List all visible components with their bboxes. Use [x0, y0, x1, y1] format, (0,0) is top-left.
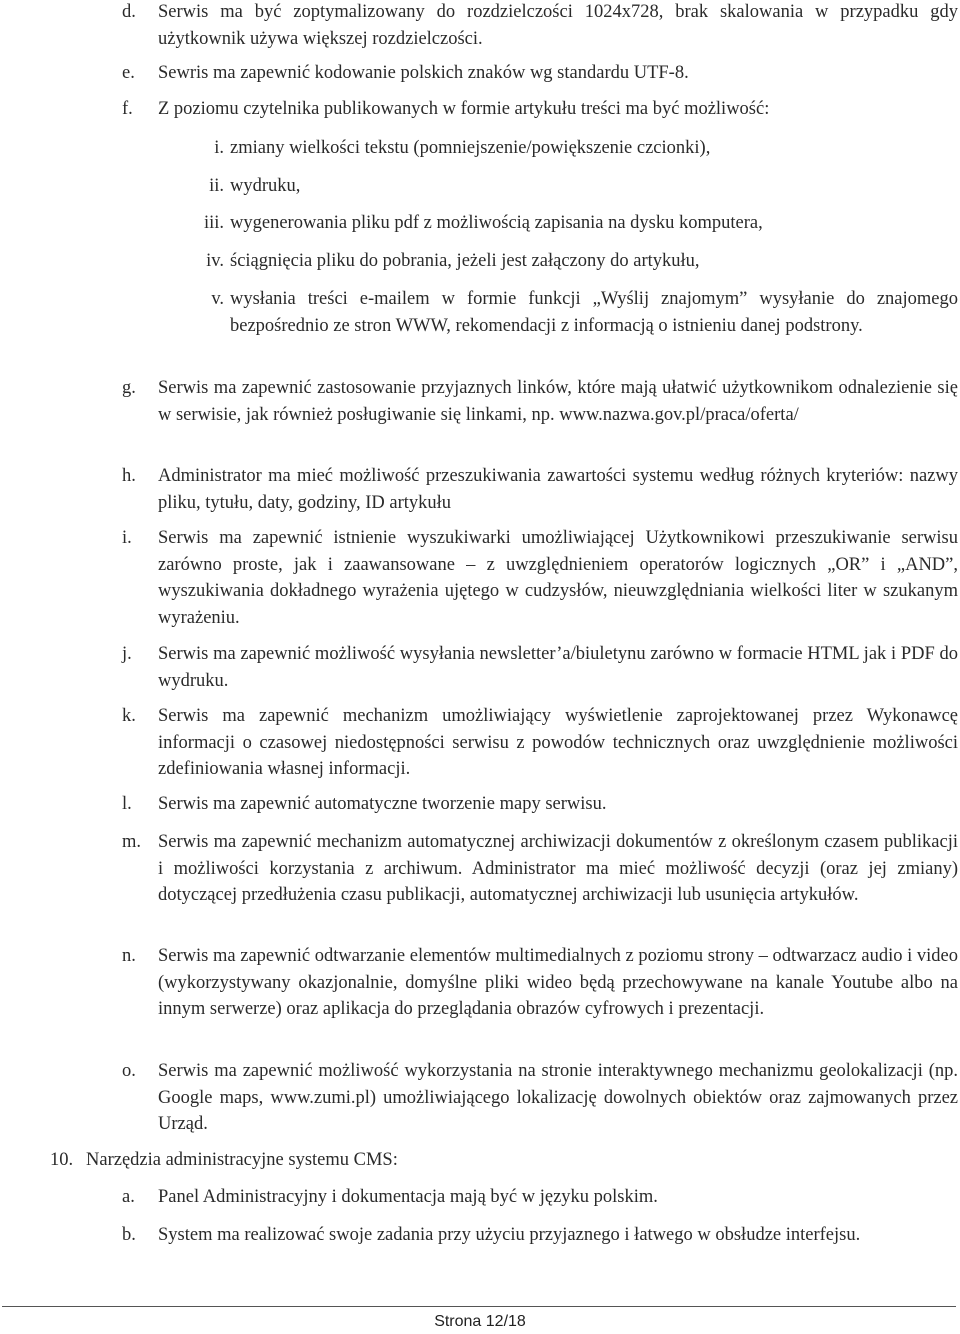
list-item-text: Serwis ma zapewnić zastosowanie przyjaznych linków, które mają ułatwić użytkownikom odnalezienie się w serwisie, jak również posługiwanie się linkami, np. www.nazwa.gov.pl/praca/oferta/	[158, 378, 958, 425]
list-marker: e.	[122, 63, 135, 83]
list-item-j	[122, 641, 958, 694]
list-marker: h.	[122, 466, 136, 486]
list-marker: k.	[122, 706, 136, 726]
sublist-item-i	[214, 135, 958, 162]
list-marker: m.	[122, 832, 142, 852]
list-item-f	[122, 96, 958, 123]
list-item-e	[122, 60, 958, 87]
sublist-item-v	[211, 286, 958, 339]
list-marker: g.	[122, 378, 136, 398]
footer-divider	[2, 1306, 956, 1307]
list-item-text: Serwis ma być zoptymalizowany do rozdzielczości 1024x728, brak skalowania w przypadku gdy użytkownik używa większej rozdzielczości.	[158, 2, 958, 49]
list-item-n	[122, 943, 958, 1023]
list-marker: l.	[122, 794, 132, 814]
list-item-text: Serwis ma zapewnić odtwarzanie elementów multimedialnych z poziomu strony – odtwarzacz audio i video (wykorzystywany okazjonalnie, domyślne pliki wideo będą przechowywane na kanale Youtube albo na innym serwerze) oraz aplikacja do przeglądania obrazów cyfrowych i prezentacji.	[158, 946, 958, 1019]
list-item-text: Serwis ma zapewnić automatyczne tworzenie mapy serwisu.	[158, 794, 607, 814]
list-item-text: System ma realizować swoje zadania przy użyciu przyjaznego i łatwego w obsłudze interfejsu.	[158, 1225, 861, 1245]
list-marker: f.	[122, 99, 133, 119]
list-item-text: Serwis ma zapewnić istnienie wyszukiwarki umożliwiającej Użytkownikowi przeszukiwanie serwisu zarówno proste, jak i zaawansowane – z uwzględnieniem operatorów logicznych „OR” i „AND”, wyszukiwania dokładnego wyrażenia ujętego w cudzysłów, nieuwzględniania wielkości liter w szukanym wyrażeniu.	[158, 528, 958, 628]
list-marker: iv.	[206, 251, 224, 271]
list-item-text: Serwis ma zapewnić możliwość wysyłania newsletter’a/biuletynu zarówno w formacie HTML jak i PDF do wydruku.	[158, 644, 958, 691]
sublist-item-iv	[206, 248, 958, 275]
list-marker: ii.	[209, 176, 224, 196]
list-item-text: Serwis ma zapewnić możliwość wykorzystania na stronie interaktywnego mechanizmu geolokalizacji (np. Google maps, www.zumi.pl) umożliwiającego lokalizację dowolnych obiektów oraz zajmowanych przez Urząd.	[158, 1061, 958, 1134]
list-marker: iii.	[203, 213, 224, 233]
list-item-text: wygenerowania pliku pdf z możliwością zapisania na dysku komputera,	[230, 213, 763, 233]
list-marker: o.	[122, 1061, 136, 1081]
list-marker: i.	[214, 138, 224, 158]
sublist-item-iii	[203, 210, 958, 237]
list-item-text: Administrator ma mieć możliwość przeszukiwania zawartości systemu według różnych kryteriów: nazwy pliku, tytułu, daty, godziny, ID artykułu	[158, 466, 958, 513]
list-item-text: Z poziomu czytelnika publikowanych w formie artykułu treści ma być możliwość:	[158, 99, 770, 119]
list-item-text: wydruku,	[230, 176, 301, 196]
list-marker: i.	[122, 528, 132, 548]
section-heading-text: Narzędzia administracyjne systemu CMS:	[86, 1150, 398, 1170]
list-item-o	[122, 1058, 958, 1138]
list-item-text: Sewris ma zapewnić kodowanie polskich znaków wg standardu UTF-8.	[158, 63, 689, 83]
list-item-10a	[122, 1184, 958, 1211]
section-heading-10	[50, 1147, 958, 1174]
list-item-10b	[122, 1222, 958, 1249]
list-item-text: Panel Administracyjny i dokumentacja mają być w języku polskim.	[158, 1187, 658, 1207]
list-marker: 10.	[50, 1150, 74, 1170]
list-item-text: ściągnięcia pliku do pobrania, jeżeli jest załączony do artykułu,	[230, 251, 700, 271]
list-item-k	[122, 703, 958, 783]
list-marker: n.	[122, 946, 136, 966]
list-item-i	[122, 525, 958, 631]
list-marker: j.	[122, 644, 132, 664]
list-item-l	[122, 791, 958, 818]
list-item-text: Serwis ma zapewnić mechanizm automatycznej archiwizacji dokumentów z określonym czasem publikacji i możliwości korzystania z archiwum. Administrator ma mieć możliwość decyzji (oraz jej zmiany) dotyczącej przedłużenia czasu publikacji, automatycznej archiwizacji lub usunięcia artykułów.	[158, 832, 958, 905]
list-item-text: zmiany wielkości tekstu (pomniejszenie/powiększenie czcionki),	[230, 138, 711, 158]
sublist-item-ii	[209, 173, 958, 200]
list-marker: v.	[211, 289, 224, 309]
list-item-text: Serwis ma zapewnić mechanizm umożliwiający wyświetlenie zaprojektowanej przez Wykonawcę informacji o czasowej niedostępności serwisu z powodów technicznych oraz uwzględnienie możliwości zdefiniowania własnej informacji.	[158, 706, 958, 779]
list-item-h	[122, 463, 958, 516]
list-marker: a.	[122, 1187, 135, 1207]
page-number: Strona 12/18	[434, 1313, 526, 1330]
list-marker: d.	[122, 2, 136, 22]
list-item-d	[122, 0, 958, 52]
list-item-g	[122, 375, 958, 428]
list-item-m	[122, 829, 958, 909]
list-marker: b.	[122, 1225, 136, 1245]
list-item-text: wysłania treści e-mailem w formie funkcji „Wyślij znajomym” wysyłanie do znajomego bezpośrednio ze stron WWW, rekomendacji z informacją o istnieniu danej podstrony.	[230, 289, 958, 336]
